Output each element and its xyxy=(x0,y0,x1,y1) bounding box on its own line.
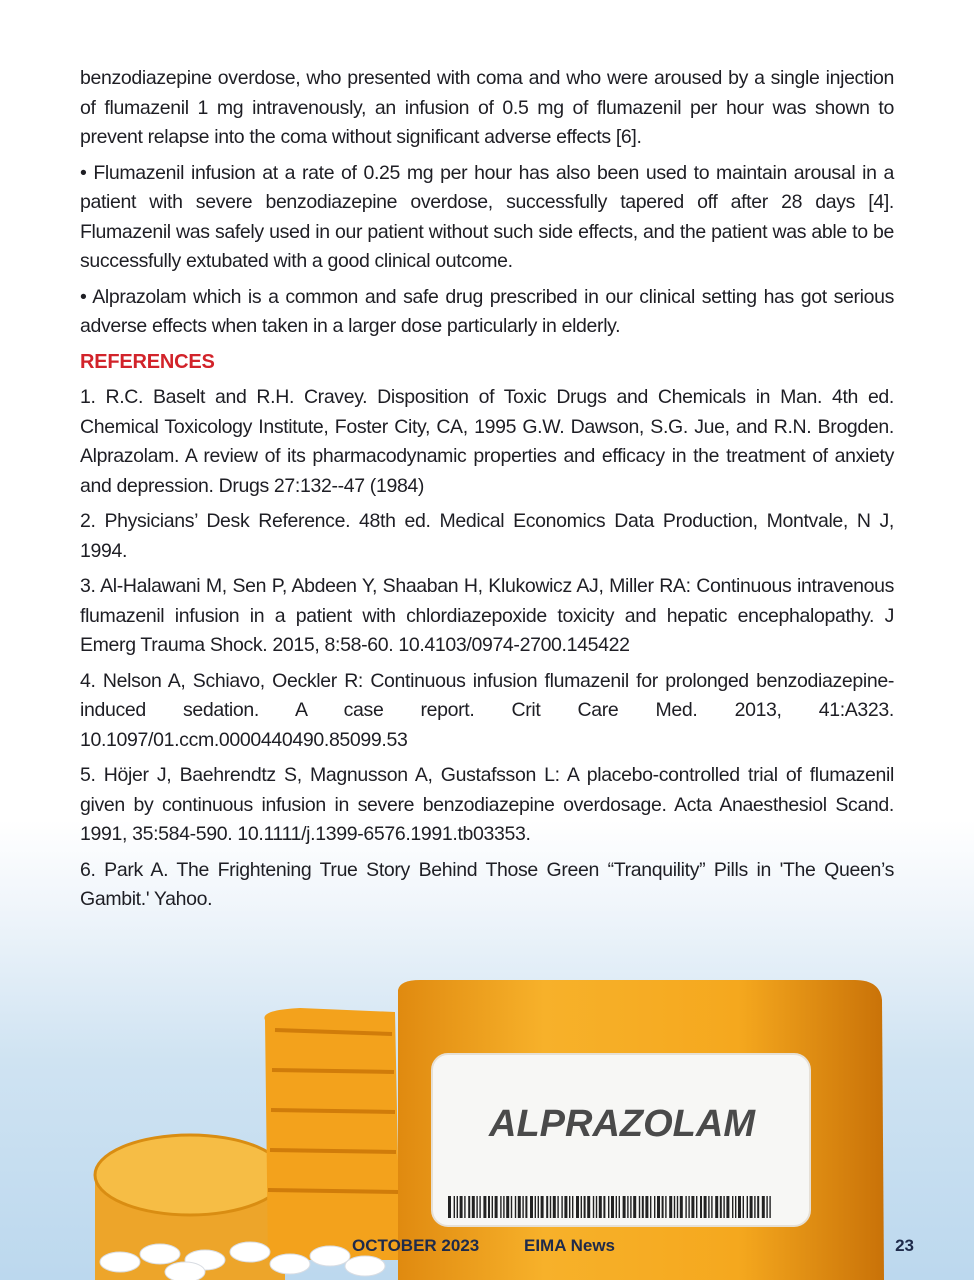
reference-item: 3. Al-Halawani M, Sen P, Abdeen Y, Shaaban H, Klukowicz AJ, Miller RA: Continuous intravenous flumazenil infusion in a patient with chlordiazepoxide toxicity and hepatic encephalopathy. J Emerg Trauma Shock. 2015, 8:58-60. 10.4103/0974-2700.145422 xyxy=(80,575,894,656)
body-paragraph: benzodiazepine overdose, who presented with coma and who were aroused by a single injection of flumazenil 1 mg intravenously, an infusion of 0.5 mg of flumazenil per hour was shown to prevent relapse into the coma without significant adverse effects [6]. xyxy=(80,67,894,148)
article-body xyxy=(80,64,894,921)
body-bullet: • Alprazolam which is a common and safe drug prescribed in our clinical setting has got serious adverse effects when taken in a larger dose particularly in elderly. xyxy=(80,285,894,337)
pill-bottle-illustration xyxy=(0,960,974,1280)
drug-label-text: ALPRAZOLAM xyxy=(489,1103,755,1145)
references-heading: REFERENCES xyxy=(80,350,215,373)
body-bullet: • Flumazenil infusion at a rate of 0.25 mg per hour has also been used to maintain arousal in a patient with severe benzodiazepine overdose, successfully tapered off after 28 days [4]. Flumazenil was safely used in our patient without such side effects, and the patient was able to be successfully extubated with a good clinical outcome. xyxy=(80,161,894,272)
footer-date: OCTOBER 2023 xyxy=(352,1236,480,1255)
page-footer xyxy=(0,1236,974,1260)
reference-item: 6. Park A. The Frightening True Story Behind Those Green “Tranquility” Pills in 'The Queen’s Gambit.' Yahoo. xyxy=(80,858,894,910)
reference-item: 5. Höjer J, Baehrendtz S, Magnusson A, Gustafsson L: A placebo-controlled trial of flumazenil given by continuous infusion in severe benzodiazepine overdosage. Acta Anaesthesiol Scand. 1991, 35:584-590. 10.1111/j.1399-6576.1991.tb03353. xyxy=(80,764,894,845)
footer-publication: EIMA News xyxy=(524,1236,616,1255)
reference-item: 2. Physicians’ Desk Reference. 48th ed. Medical Economics Data Production, Montvale, N J, 1994. xyxy=(80,510,894,562)
reference-item: 1. R.C. Baselt and R.H. Cravey. Disposition of Toxic Drugs and Chemicals in Man. 4th ed. Chemical Toxicology Institute, Foster City, CA, 1995 G.W. Dawson, S.G. Jue, and R.N. Brogden. Alprazolam. A review of its pharmacodynamic properties and efficacy in the treatment of anxiety and depression. Drugs 27:132--47 (1984) xyxy=(80,386,894,497)
reference-item: 4. Nelson A, Schiavo, Oeckler R: Continuous infusion flumazenil for prolonged benzodiazepine-induced sedation. A case report. Crit Care Med. 2013, 41:A323. 10.1097/01.ccm.0000440490.85099.53 xyxy=(80,669,894,751)
page-number: 23 xyxy=(895,1236,914,1255)
bottle-neck-shape xyxy=(264,1008,400,1260)
